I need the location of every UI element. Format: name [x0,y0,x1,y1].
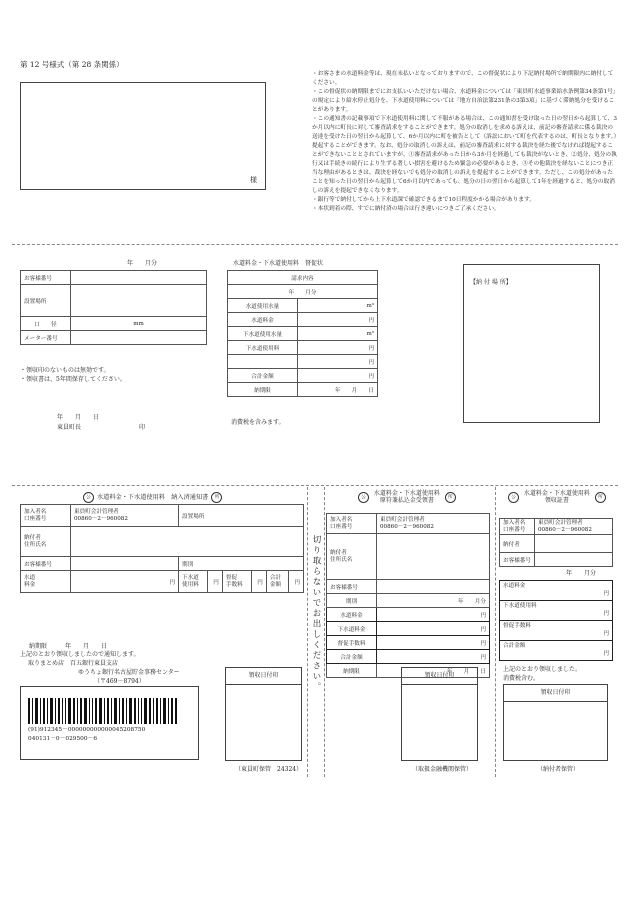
barcode-line: (91)912345－000000000000045208750 [28,727,146,733]
row-label: 納期限 [327,664,377,678]
barcode-line: 040131－0－029500－6 [28,736,98,742]
yen-unit: 円 [207,571,222,593]
notice-item: ・この督促状の納期限までにお支払いいただけない場合、水道料金については「東員町水道事業給水条例第34条第1号」の規定により給水停止処分を、下水道使用料については「地方自治法第231条の3第3項」に基づく滞納処分を受けることがあります。 [312,89,616,113]
barcode-box [20,686,199,760]
notice-line: ゆうちょ銀行名古屋貯金事務センター [78,669,180,676]
subscriber-label: 加入者名 口座番号 [21,505,71,527]
slip3-stamp-box [503,684,608,761]
cell-unit: mm [71,317,207,331]
notice-item: ・この通知書の記載事項で下水道使用料に関して不服がある場合は、この通知書を受け取った日の翌日から起算して、3か月以内に町長に対して審査請求をすることができます。処分の取消しを求める訴えは、前記の審査請求に係る裁決の送達を受けた日の翌日から起算して、6か月以内に町を被告として（訴訟において町を代表するのは、町長となります。）提起することができます。なお、処分の取消しの訴えは、前記の審査請求に対する裁決を経た後でなければ提起することができないこととされていますが、①審査請求があった日から3か月を経過しても裁決がないとき、②処分、処分の執行又は手続きの続行により生ずる著しい損害を避けるため緊急の必要があるとき、③その他裁決を経ないことにつき正当な理由があるときは、裁決を経ないでも処分の取消しの訴えを提起することができます。ただし、この処分があったことを知った日の翌日から起算して6か月以内であっても、処分の日の翌日から起算して1年を経過すると、処分の取消しの訴えを提起できなくなります。 [312,116,617,194]
slip1-table [20,504,304,593]
cell-label: お客様番号 [21,271,71,285]
cut-line-vertical [324,487,325,777]
slip2-title: 水道料金・下水道使用料 原符兼払込金受領書 [373,490,440,504]
slip2-title-row [355,490,495,504]
slip2-stamp-box [401,667,478,761]
seal-mark: 公 [83,492,94,503]
payer-label: 納付者 住所氏名 [327,534,377,580]
note-item: ・領収印のないものは無効です。 [20,367,110,374]
customer-no-label: お客様番号 [500,553,535,567]
slip3-period: 年 月分 [566,570,597,577]
yen-unit: 円 [377,650,490,664]
row-value: 年 月分 [377,594,490,608]
billing-row-unit: 年 月 日 [298,383,378,397]
billing-title: 水道料金・下水道使用料 督促状 [233,260,324,267]
location-label: 設置場所 [179,505,304,527]
slip2-table [326,579,490,678]
billing-period: 年 月分 [228,285,378,299]
notice-line: 上記のとおり領収しましたので通知します。 [20,651,140,658]
billing-header: 請求内容 [228,271,378,285]
amount-label: 下水道 使用料 [179,571,208,593]
stamp-label: 領収日付印 [402,668,477,685]
yen-unit: 円 [288,571,303,593]
cut-line-vertical [495,487,496,777]
subscriber-value: 東員町会計管理者 00860－2－960082 [534,519,612,535]
yen-unit: 円 [603,591,609,597]
note-line: 上記のとおり領収しました。 [503,666,582,673]
row-label: お客様番号 [327,580,377,594]
billing-row-unit: 円 [298,355,378,369]
notice-line: （〒469－8794） [94,678,145,685]
seal-mark: 公 [508,492,519,503]
amount-cell [500,601,613,621]
seal-mark: 所 [445,492,456,503]
yen-unit: 円 [377,636,490,650]
slip1-stamp-box [225,667,302,761]
billing-row-label: 納期限 [228,383,298,397]
billing-row-unit: m³ [298,299,378,313]
cell-label: 設置場所 [21,285,71,317]
tax-note: 消費税を含みます。 [231,419,285,426]
stamp-label: 領収日付印 [226,668,301,685]
slip1-deadline: 納期限 年 月 日 [29,643,108,650]
billing-table [227,270,378,397]
billing-row-unit: 円 [298,341,378,355]
billing-row-label: 下水道使用料 [228,341,298,355]
notice-item: ・本状到着の際、すでに納付済の場合は行き違いにつきご了承ください。 [312,206,500,212]
yen-unit: 円 [603,631,609,637]
row-value: 年 月 日 [377,664,490,678]
notice-list [312,70,617,214]
stamp-label: 領収日付印 [504,685,607,702]
seal-mark: 所 [595,492,606,503]
payer-label: 納付者 [500,535,535,553]
amount-cell [500,641,613,661]
cell-label: メーター番号 [21,331,71,345]
row-label: 合計金額 [327,650,377,664]
amount-label: 督促手数料 [503,623,531,629]
slip2-header-table [326,513,490,580]
notice-item: ・銀行等で納付してから上下水道課で確認できるまで10日程度かかる場合があります。 [312,197,535,203]
notice-line: 取りまとめ店 百五銀行東員支店 [28,660,119,667]
row-label: 期別 [327,594,377,608]
subscriber-value: 東員町会計管理者 00860－2－960082 [71,505,179,527]
slip3-header-table [499,518,613,567]
amount-label: 水道 料金 [21,571,71,593]
seal-mark: 公 [358,492,369,503]
yen-unit: 円 [71,571,179,593]
fold-line [12,244,618,245]
slip1-notice [20,650,180,686]
slip2-keeper: （取扱金融機関保管） [412,766,473,773]
issue-date: 年 月 日 [57,414,100,421]
billing-row-unit: 円 [298,313,378,327]
amount-label: 督促 手数料 [222,571,251,593]
barcode-text [28,726,145,744]
slip3-amount-table [499,580,613,661]
row-label: 督促手数料 [327,636,377,650]
form-title: 第 12 号様式（第 28 条関係） [20,60,124,69]
subscriber-label: 加入者名 口座番号 [327,514,377,534]
slip3-title: 水道料金・下水道使用料 領収証書 [523,490,590,504]
payment-place-box [463,264,600,423]
row-label: 下水道料金 [327,622,377,636]
note-item: ・領収書は、5年間保存してください。 [20,376,126,383]
amount-label: 合計金額 [503,643,526,649]
yen-unit: 円 [377,608,490,622]
slip1-keeper: （東員町保管 24324） [235,766,303,773]
yen-unit: 円 [603,651,609,657]
billing-row-label: 合計金額 [228,369,298,383]
slip3-note [503,665,581,683]
cut-instruction: 切り取らないでお出しください。 [311,535,321,693]
slip3-title-row [505,490,617,504]
cut-line [12,485,618,486]
billing-row-unit: 円 [298,369,378,383]
notice-item: ・お客さまの水道料金等は、現在未払いとなっておりますので、この督促状により下記納付場所で納期限内に納付してください。 [312,71,614,86]
subscriber-value: 東員町会計管理者 00860－2－960082 [377,514,490,534]
period-label: 期別 [179,557,304,571]
yen-unit: 円 [251,571,266,593]
billing-row-label [228,355,298,369]
issuer-seal: 印 [139,424,146,431]
seal-mark: 所 [211,492,222,503]
amount-label: 下水道使用料 [503,603,537,609]
subscriber-label: 加入者名 口座番号 [500,519,535,535]
addressee-suffix: 様 [250,176,257,184]
payer-label: 納付者 住所氏名 [21,527,71,557]
address-window [20,82,266,190]
slip1-title-row [80,492,225,503]
period-label: 年 月分 [127,260,158,267]
amount-cell [500,621,613,641]
amount-label: 水道料金 [503,583,526,589]
row-label: 水道料金 [327,608,377,622]
yen-unit: 円 [603,611,609,617]
billing-row-label: 下水道使用水量 [228,327,298,341]
left-notes [20,366,126,384]
billing-row-label: 水道料金 [228,313,298,327]
amount-cell [500,581,613,601]
billing-row-unit: m³ [298,327,378,341]
slip1-title: 水道料金・下水道使用料 納入済通知書 [97,494,209,501]
cell-label: 口 径 [21,317,71,331]
slip3-keeper: （納付者保管） [537,766,580,773]
issuer-name: 東員町長 [57,424,82,431]
payment-place-label: 【納 付 場 所】 [470,279,512,286]
billing-row-label: 水道使用水量 [228,299,298,313]
note-line: 消費税含む。 [503,675,540,682]
customer-no-label: お客様番号 [21,557,71,571]
barcode [28,698,178,724]
amount-label: 合計 金額 [266,571,288,593]
yen-unit: 円 [377,622,490,636]
cut-line-vertical [307,487,308,777]
customer-info-table [20,270,207,345]
